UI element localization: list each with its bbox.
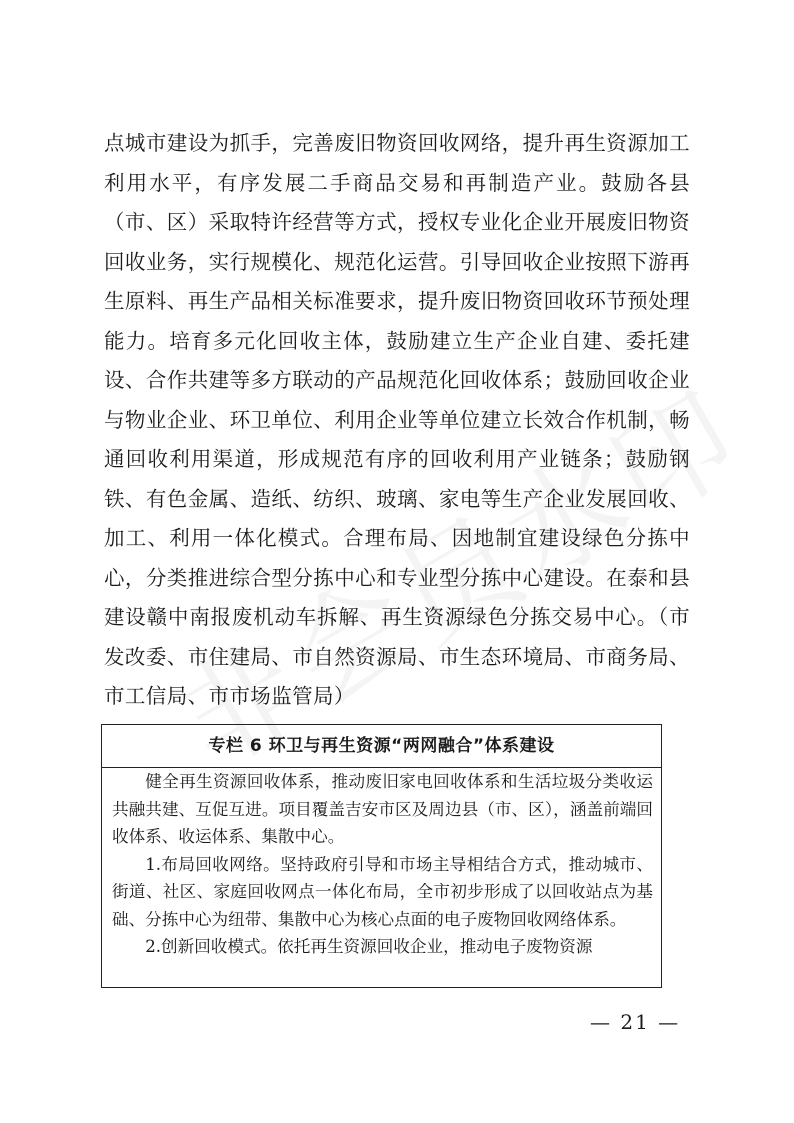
page-number: — 21 — — [590, 1010, 681, 1034]
special-column-paragraph: 1.布局回收网络。坚持政府引导和市场主导相结合方式，推动城市、街道、社区、家庭回收网点一体化布局，全市初步形成了以回收站点为基础、分拣中心为纽带、集散中心为核心点面的电子废物回收网络体系。 — [112, 854, 653, 929]
special-column-body — [102, 768, 661, 961]
special-column-title: 专栏 6 环卫与再生资源“两网融合”体系建设 — [102, 725, 661, 768]
main-paragraph: 点城市建设为抓手，完善废旧物资回收网络，提升再生资源加工利用水平，有序发展二手商品交易和再制造产业。鼓励各县（市、区）采取特许经营等方式，授权专业化企业开展废旧物资回收业务，实行规模化、规范化运营。引导回收企业按照下游再生原料、再生产品相关标准要求，提升废旧物资回收环节预处理能力。培育多元化回收主体，鼓励建立生产企业自建、委托建设、合作共建等多方联动的产品规范化回收体系；鼓励回收企业与物业企业、环卫单位、利用企业等单位建立长效合作机制，畅通回收利用渠道，形成规范有序的回收利用产业链条；鼓励钢铁、有色金属、造纸、纺织、玻璃、家电等生产企业发展回收、加工、利用一体化模式。合理布局、因地制宜建设绿色分拣中心，分类推进综合型分拣中心和专业型分拣中心建设。在泰和县建设赣中南报废机动车拆解、再生资源绿色分拣交易中心。（市发改委、市住建局、市自然资源局、市生态环境局、市商务局、市工信局、市市场监管局） — [104, 131, 690, 708]
special-column-paragraph: 2.创新回收模式。依托再生资源回收企业，推动电子废物资源 — [145, 937, 593, 956]
special-column-paragraph: 健全再生资源回收体系，推动废旧家电回收体系和生活垃圾分类收运共融共建、互促互进。项目覆盖吉安市区及周边县（市、区），涵盖前端回收体系、收运体系、集散中心。 — [112, 772, 653, 846]
special-column-box — [101, 724, 662, 988]
